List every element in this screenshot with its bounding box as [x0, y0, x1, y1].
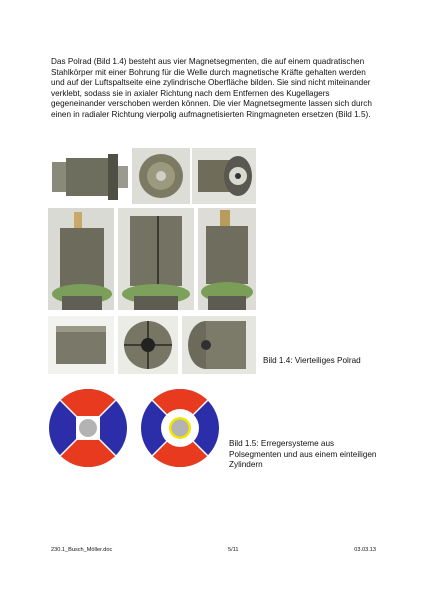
figure-1-4-label: Bild 1.4:	[263, 356, 293, 365]
photo-rotor-front	[132, 148, 190, 204]
figure-1-4-text: Vierteiliges Polrad	[292, 356, 361, 365]
figure-1-4-caption	[263, 356, 383, 367]
footer-page-number: 5/11	[228, 547, 239, 553]
footer-date: 03.03.13	[354, 547, 376, 553]
photo-segments-end	[118, 316, 178, 374]
photo-segments-shifted	[182, 316, 256, 374]
photo-rotor-bearing	[192, 148, 256, 204]
photo-segments-3	[198, 208, 256, 310]
figure-1-5-caption	[229, 439, 379, 471]
figure-1-5-text: Erregersysteme aus Polsegmenten und aus einem einteiligen Zylindern	[229, 439, 377, 470]
photo-segments-1	[48, 208, 114, 310]
diagram-ring-magnet	[141, 389, 219, 467]
body-paragraph: Das Polrad (Bild 1.4) besteht aus vier Magnetsegmenten, die auf einem quadratischen Stahlkörper mit einer Bohrung für die Welle durch magnetische Kräfte gehalten werden und auf der Luftspaltseite eine zylindrische Oberfläche bilden. Sie sind nicht miteinander verklebt, sodass sie in axialer Richtung nach dem Entfernen des Kugellagers gegeneinander verschoben werden können. Die vier Magnetsegmente lassen sich durch einen in radialer Richtung vierpolig aufmagnetisierten Ringmagneten ersetzen (Bild 1.5).	[51, 57, 372, 119]
page-footer	[51, 547, 376, 553]
photo-segment-single	[48, 316, 114, 374]
photo-grid-polrad	[48, 148, 256, 374]
photo-rotor-side	[48, 148, 130, 204]
photo-segments-2	[118, 208, 194, 310]
excitation-diagrams	[48, 388, 228, 468]
figure-1-5-label: Bild 1.5:	[229, 439, 259, 448]
diagram-pole-segments	[49, 389, 127, 467]
footer-filename: 230.1_Busch_Möller.doc	[51, 547, 113, 553]
